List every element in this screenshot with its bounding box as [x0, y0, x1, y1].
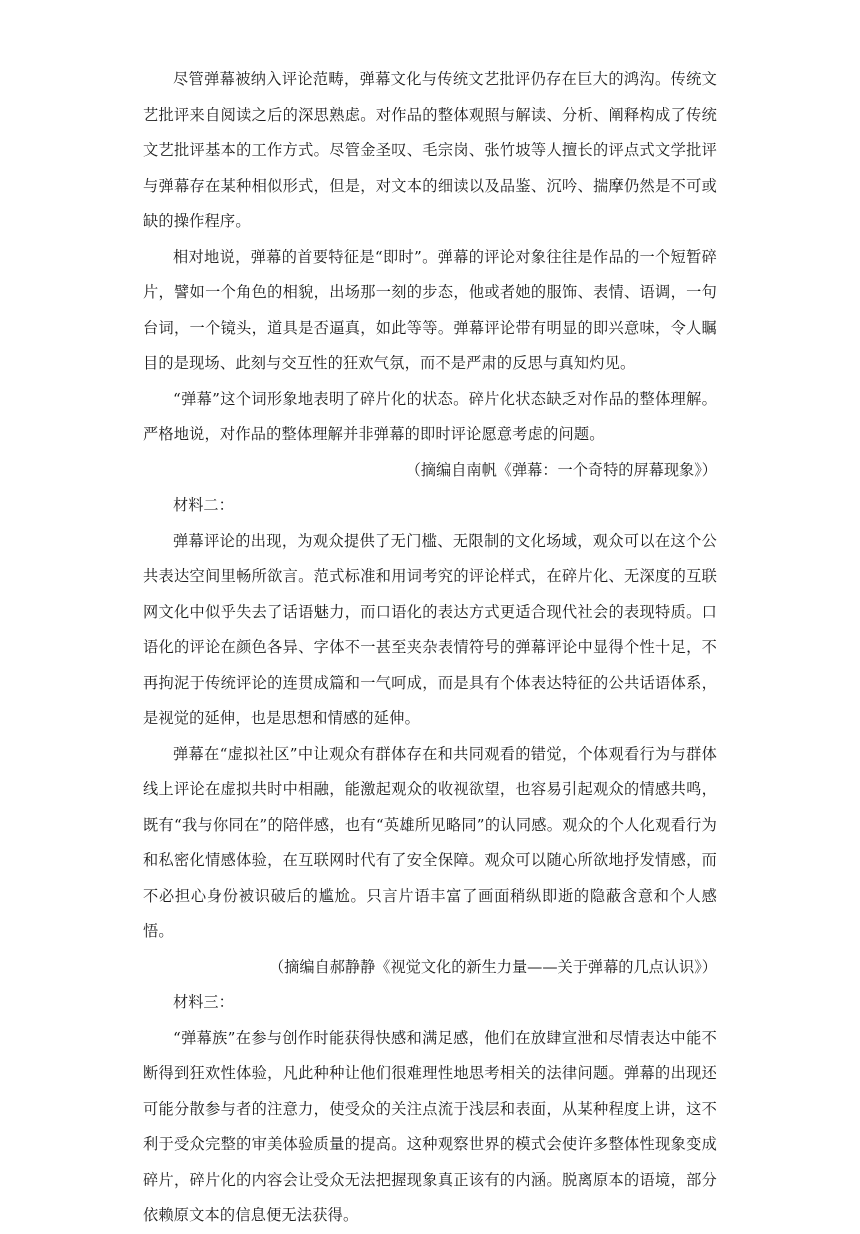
- material3-label: 材料三：: [173, 993, 234, 1011]
- material1-paragraph-3: “弹幕”这个词形象地表明了碎片化的状态。碎片化状态缺乏对作品的整体理解。严格地说，对作品的整体理解并非弹幕的即时评论愿意考虑的问题。: [143, 389, 717, 443]
- material1-source: （摘编自南帆《弹幕：一个奇特的屏幕现象》）: [405, 460, 717, 479]
- material1-paragraph-1: 尽管弹幕被纳入评论范畴，弹幕文化与传统文艺批评仍存在巨大的鸿沟。传统文艺批评来自阅读之后的深思熟虑。对作品的整体观照与解读、分析、阐释构成了传统文艺批评基本的工作方式。尽管金圣叹、毛宗岗、张竹坡等人擅长的评点式文学批评与弹幕存在某种相似形式，但是，对文本的细读以及品鉴、沉吟、揣摩仍然是不可或缺的操作程序。: [143, 70, 717, 230]
- material2-paragraph-1: 弹幕评论的出现，为观众提供了无门槛、无限制的文化场域，观众可以在这个公共表达空间里畅所欲言。范式标准和用词考究的评论样式，在碎片化、无深度的互联网文化中似乎失去了话语魅力，而口语化的表达方式更适合现代社会的表现特质。口语化的评论在颜色各异、字体不一甚至夹杂表情符号的弹幕评论中显得个性十足，不再拘泥于传统评论的连贯成篇和一气呵成，而是具有个体表达特征的公共话语体系，是视觉的延伸，也是思想和情感的延伸。: [143, 531, 717, 727]
- material2-source: （摘编自郝静静《视觉文化的新生力量——关于弹幕的几点认识》）: [268, 957, 717, 976]
- document-page: [143, 62, 717, 1234]
- material2-paragraph-2: 弹幕在“虚拟社区”中让观众有群体存在和共同观看的错觉，个体观看行为与群体线上评论在虚拟共时中相融，能激起观众的收视欲望，也容易引起观众的情感共鸣，既有“我与你同在”的陪伴感，也有“英雄所见略同”的认同感。观众的个人化观看行为和私密化情感体验，在互联网时代有了安全保障。观众可以随心所欲地抒发情感，而不必担心身份被识破后的尴尬。只言片语丰富了画面稍纵即逝的隐蔽含意和个人感悟。: [143, 744, 717, 940]
- material1-paragraph-2: 相对地说，弹幕的首要特征是“即时”。弹幕的评论对象往往是作品的一个短暂碎片，譬如一个角色的相貌，出场那一刻的步态，他或者她的服饰、表情、语调，一句台词，一个镜头，道具是否逼真，如此等等。弹幕评论带有明显的即兴意味，令人瞩目的是现场、此刻与交互性的狂欢气氛，而不是严肃的反思与真知灼见。: [143, 247, 717, 372]
- material3-paragraph-1: “弹幕族”在参与创作时能获得快感和满足感，他们在放肆宣泄和尽情表达中能不断得到狂欢性体验，凡此种种让他们很难理性地思考相关的法律问题。弹幕的出现还可能分散参与者的注意力，使受众的关注点流于浅层和表面，从某种程度上讲，这不利于受众完整的审美体验质量的提高。这种观察世界的模式会使许多整体性现象变成碎片，碎片化的内容会让受众无法把握现象真正该有的内涵。脱离原本的语境，部分依赖原文本的信息便无法获得。: [143, 1028, 717, 1224]
- material2-label: 材料二：: [173, 496, 234, 514]
